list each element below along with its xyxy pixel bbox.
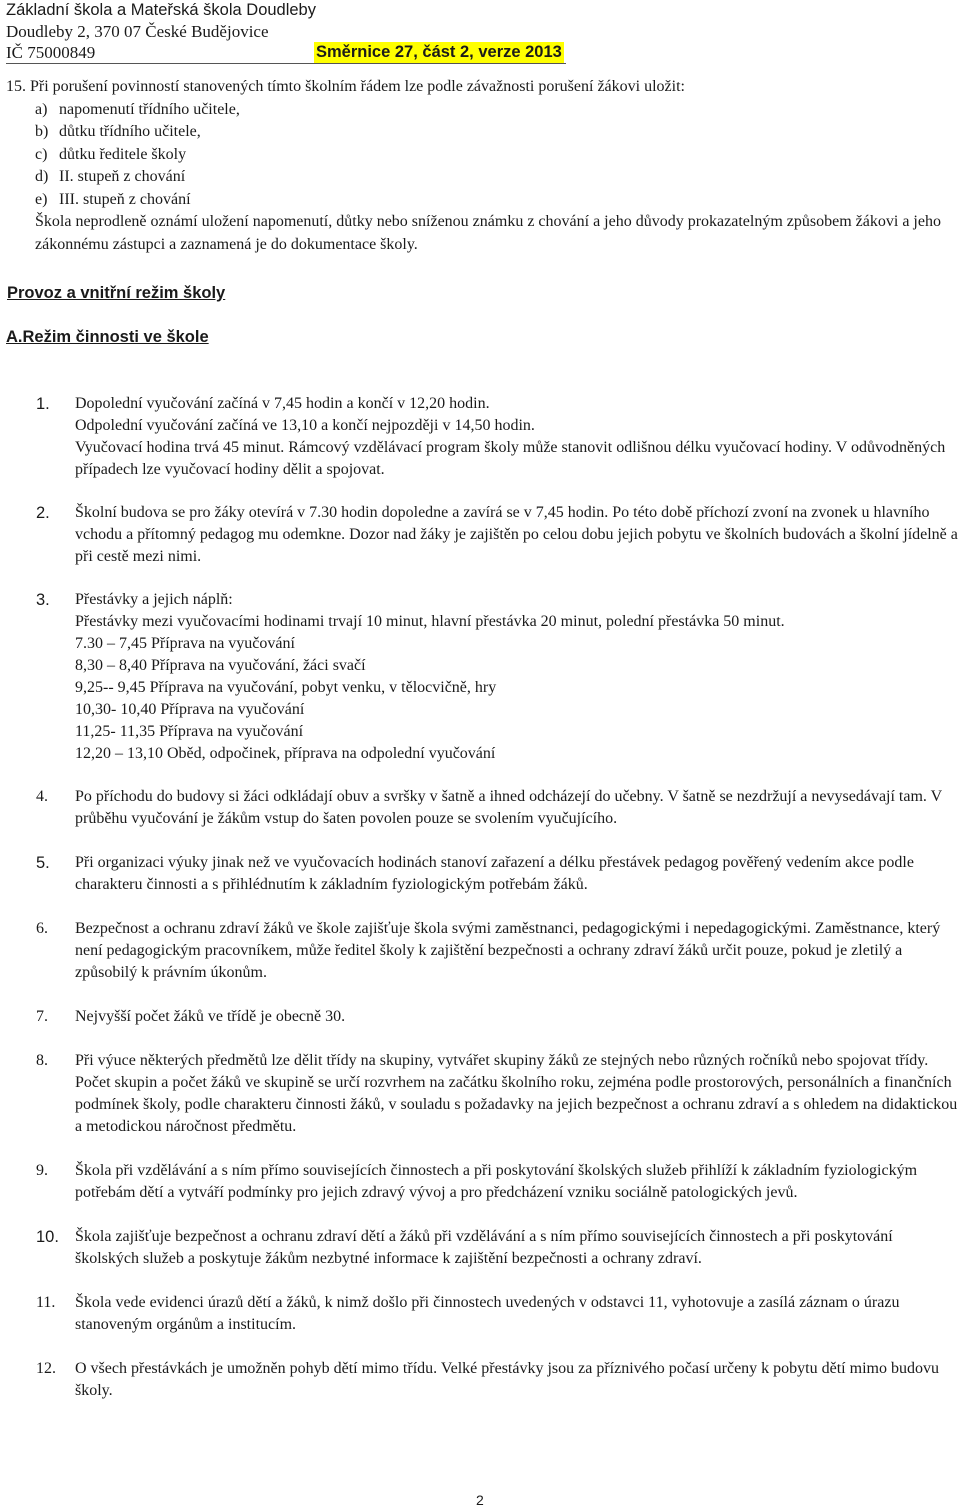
sanction-item: e) III. stupeň z chování [35, 190, 191, 208]
list-item: 11. Škola vede evidenci úrazů dětí a žáků, k nimž došlo při činnostech uvedených v odstavci 11, vyhotovuje a zasílá záznam o úrazu stanoveným orgánům a institucím. [36, 1294, 900, 1333]
section-15 [6, 76, 956, 256]
list-item: 1. Dopolední vyučování začíná v 7,45 hodin a končí v 12,20 hodin. Odpolední vyučování začíná ve 13,10 a končí nejpozději v 14,50 hodin. Vyučovací hodina trvá 45 minut. Rámcový vzdělávací program školy může stanovit odlišnou délku vyučovací hodiny. V odůvodněných případech lze vyučovací hodiny dělit a spojovat. [36, 395, 946, 478]
schedule-row: 7.30 – 7,45 Příprava na vyučování [75, 635, 295, 652]
school-ico: IČ 75000849 [6, 43, 96, 62]
school-address: Doudleby 2, 370 07 České Budějovice [6, 22, 269, 41]
section-15-intro: 15. Při porušení povinností stanovených tímto školním řádem lze podle závažnosti porušení žákovi uložit: [6, 78, 685, 95]
page-header [6, 0, 956, 63]
list-item: 10. Škola zajišťuje bezpečnost a ochranu zdraví dětí a žáků při vzdělávání a s ním přímo souvisejících činnostech a při poskytování školských služeb a poskytuje žákům nezbytné informace k zajištění bezpečnosti a ochrany zdraví. [36, 1228, 893, 1267]
heading-provoz: Provoz a vnitřní režim školy [7, 284, 226, 302]
header-row-3 [6, 42, 956, 63]
sanction-item: d) II. stupeň z chování [35, 168, 186, 185]
schedule-row: 9,25-- 9,45 Příprava na vyučování, pobyt venku, v tělocvičně, hry [75, 679, 497, 696]
schedule-row: 8,30 – 8,40 Příprava na vyučování, žáci svačí [75, 657, 366, 674]
sanction-item: c) důtku ředitele školy [35, 145, 187, 163]
list-item: 9. Škola při vzdělávání a s ním přímo souvisejících činnostech a při poskytování školských služeb přihlíží k základním fyziologickým potřebám dětí a vytváří podmínky pro jejich zdravý vývoj a pro předcházení vzniku sociálně patologických jevů. [36, 1162, 918, 1201]
list-item: 3. Přestávky a jejich náplň: Přestávky mezi vyučovacími hodinami trvají 10 minut, hlavní přestávka 20 minut, polední přestávka 50 minut. 7.30 – 7,45 Příprava na vyučování 8,30 – 8,40 Příprava na vyučování, žáci svačí 9,25-- 9,45 Příprava na vyučování, pobyt venku, v tělocvičně, hry 10,30- 10,40 Příprava na vyučování 11,25- 11,35 Příprava na vyučování 12,20 – 13,10 Oběd, odpočinek, příprava na odpolední vyučování [36, 589, 958, 765]
schedule-row: 11,25- 11,35 Příprava na vyučování [75, 723, 304, 740]
directive-label: Směrnice 27, část 2, verze 2013 [316, 43, 562, 61]
schedule-row: 12,20 – 13,10 Oběd, odpočinek, příprava na odpolední vyučování [75, 745, 496, 762]
list-item: 12. O všech přestávkách je umožněn pohyb dětí mimo třídu. Velké přestávky jsou za příznivého počasí určeny k pobytu dětí mimo budovu školy. [36, 1360, 939, 1399]
sanction-item: a) napomenutí třídního učitele, [35, 100, 240, 118]
list-item: 2. Školní budova se pro žáky otevírá v 7.30 hodin dopoledne a zavírá se v 7,45 hodin. Po této době příchozí zvoní na zvonek u hlavního vchodu a přítomný pedagog mu odemkne. Dozor nad žáky je zajištěn po celou dobu jejich pobytu ve školních budovách a školní jídelně a při cestě mezi nimi. [36, 504, 958, 565]
list-item: 6. Bezpečnost a ochranu zdraví žáků ve škole zajišťuje škola svými zaměstnanci, pedagogickými i nepedagogickými. Zaměstnance, který není pedagogickým pracovníkem, může ředitel školy k zajištění bezpečnosti a ochrany zdraví žáků určit pouze, pokud je zletilý a způsobilý k právním úkonům. [36, 920, 941, 981]
heading-rezim: A.Režim činnosti ve škole [6, 328, 209, 346]
page-number: 2 [476, 1492, 484, 1508]
header-rule [6, 63, 566, 64]
list-item: 8. Při výuce některých předmětů lze dělit třídy na skupiny, vytvářet skupiny žáků ze stejných nebo různých ročníků nebo spojovat třídy. Počet skupin a počet žáků ve skupině se určí rozvrhem na začátku školního roku, zejména podle prostorových, personálních a finančních podmínek školy, podle charakteru činnosti žáků, v souladu s požadavky na jejich bezpečnost a ochranu zdraví a s ohledem na didaktickou a metodickou náročnost předmětu. [36, 1052, 958, 1135]
schedule-row: 10,30- 10,40 Příprava na vyučování [75, 701, 305, 718]
section-15-paragraph: Škola neprodleně oznámí uložení napomenutí, důtky nebo sníženou známku z chování a jeho důvody prokazatelným způsobem žákovi a jeho zákonnému zástupci a zaznamená je do dokumentace školy. [35, 213, 941, 253]
sanction-item: b) důtku třídního učitele, [35, 123, 201, 140]
list-item: 4. Po příchodu do budovy si žáci odkládají obuv a svršky v šatně a ihned odcházejí do učebny. V šatně se nezdržují a nevysedávají tam. V průběhu vyučování je žákům vstup do šaten povolen pouze se svolením vyučujícího. [36, 788, 942, 827]
list-item: 5. Při organizaci výuky jinak než ve vyučovacích hodinách stanoví zařazení a délku přestávek pedagog pověřený vedením akce podle charakteru činnosti a s přihlédnutím k základním fyziologickým potřebám žáků. [36, 854, 914, 893]
school-name: Základní škola a Mateřská škola Doudleby [6, 1, 316, 19]
list-item: 7. Nejvyšší počet žáků ve třídě je obecně 30. [36, 1008, 346, 1025]
rules-list [36, 393, 958, 1402]
